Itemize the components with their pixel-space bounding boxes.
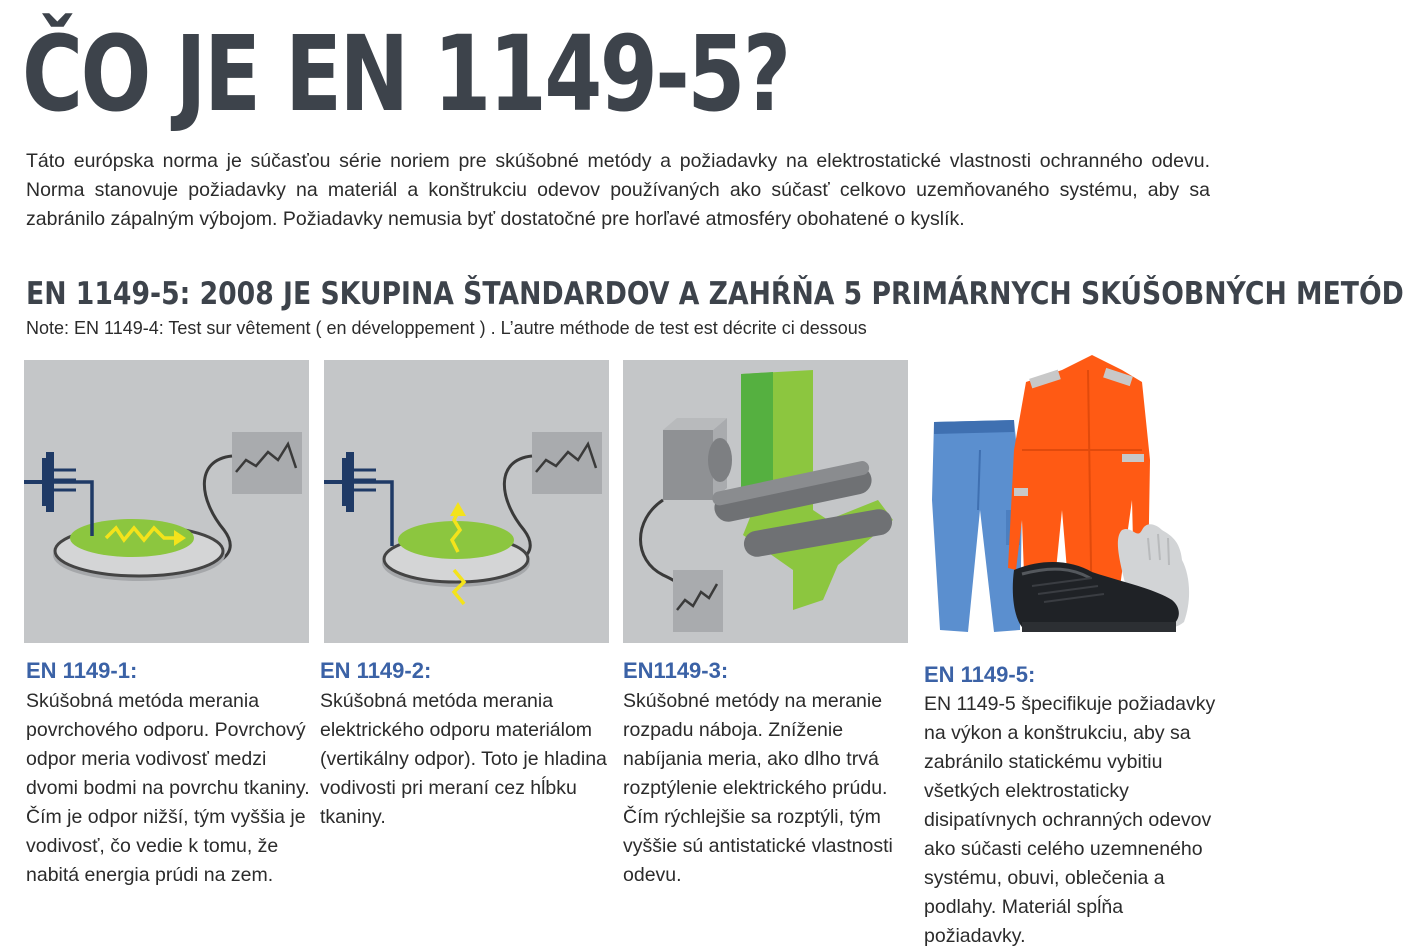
method-4-description: EN 1149-5 špecifikuje požiadavky na výkon a konštrukciu, aby sa zabránilo statickému vybitiu všetkých elektrostaticky disipatívnych ochranných odevov ako súčasti celého uzemneného systému, obuvi, oblečenia a podlahy. Materiál spĺňa požiadavky. <box>924 693 1216 947</box>
method-1-description: Skúšobná metóda merania povrchového odporu. Povrchový odpor meria vodivosť medzi dvomi bodmi na povrchu tkaniny. Čím je odpor nižší, tým vyššia je vodivosť, čo vedie k tomu, že nabitá energia prúdi na zem. <box>26 690 310 886</box>
method-3-title: EN1149-3: <box>623 658 729 683</box>
method-4-title: EN 1149-5: <box>924 662 1036 687</box>
method-3-description: Skúšobné metódy na meranie rozpadu náboja. Zníženie nabíjania meria, ako dlho trvá rozptýlenie elektrického prúdu. Čím rýchlejšie sa rozptýli, tým vyššie sú antistatické vlastnosti odevu. <box>623 690 893 886</box>
section-heading: EN 1149-5: 2008 JE SKUPINA ŠTANDARDOV A ZAHŔŇA 5 PRIMÁRNYCH SKÚŠOBNÝCH METÓD <box>26 276 1404 312</box>
vertical-resistance-illustration <box>324 360 609 643</box>
method-2-description: Skúšobná metóda merania elektrického odporu materiálom (vertikálny odpor). Toto je hladina vodivosti pri meraní cez hĺbku tkaniny. <box>320 690 607 828</box>
section-note: Note: EN 1149-4: Test sur vêtement ( en développement ) . L’autre méthode de test est décrite ci dessous <box>26 318 867 338</box>
intro-paragraph: Táto európska norma je súčasťou série noriem pre skúšobné metódy a požiadavky na elektrostatické vlastnosti ochranného odevu. Norma stanovuje požiadavky na materiál a konštrukciu odevov používaných ako súčasť celkovo uzemňovaného systému, aby sa zabránilo zápalným výbojom. Požiadavky nemusia byť dostatočné pre horľavé atmosféry obohatené o kyslík. <box>26 150 1210 230</box>
page-title: ČO JE EN 1149-5? <box>22 13 789 135</box>
surface-resistance-illustration <box>24 360 309 643</box>
protective-clothing-photo <box>922 360 1207 643</box>
method-1-title: EN 1149-1: <box>26 658 138 683</box>
charge-decay-illustration <box>623 360 908 643</box>
method-2-title: EN 1149-2: <box>320 658 432 683</box>
